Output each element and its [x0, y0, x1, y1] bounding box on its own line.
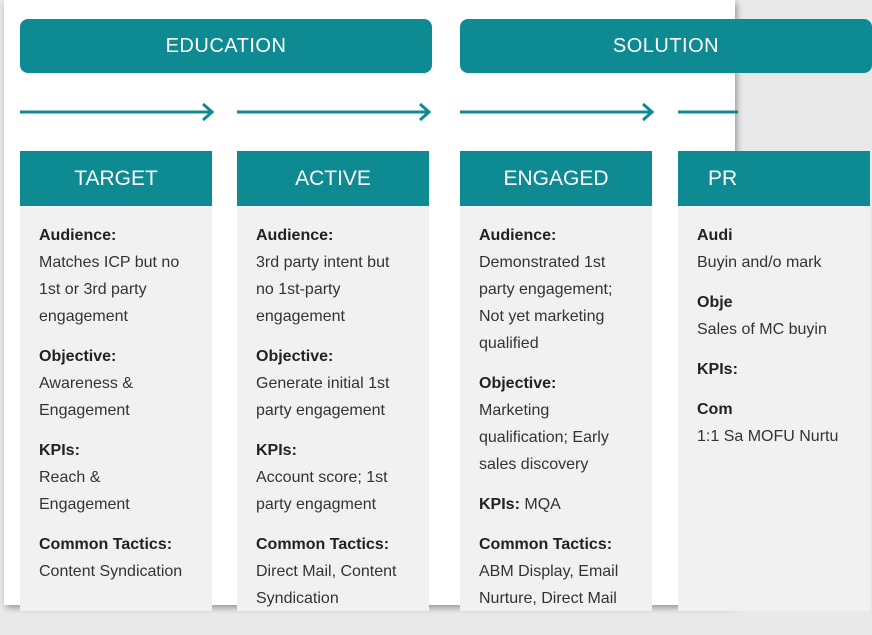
- tactics-text: 1:1 Sa MOFU Nurtu: [697, 428, 839, 445]
- audience-text: 3rd party intent but no 1st-party engagement: [256, 254, 390, 325]
- objective-section: [256, 343, 411, 424]
- audience-section: [479, 222, 634, 357]
- stage-title: PR: [678, 151, 870, 206]
- objective-section: [479, 370, 634, 478]
- audience-section: [256, 222, 411, 330]
- stage-title: ACTIVE: [237, 151, 429, 206]
- tactics-label: Common Tactics:: [256, 536, 390, 553]
- audience-section: [39, 222, 194, 330]
- tactics-section: [39, 531, 194, 585]
- stage-card-partial: [678, 151, 870, 611]
- audience-label: Audi: [697, 227, 733, 244]
- objective-text: Marketing qualification; Early sales discovery: [479, 402, 609, 473]
- audience-label: Audience:: [256, 227, 334, 244]
- diagram-frame: [4, 0, 839, 607]
- audience-text: Matches ICP but no 1st or 3rd party engagement: [39, 254, 180, 325]
- audience-text: Demonstrated 1st party engagement; Not yet marketing qualified: [479, 254, 613, 352]
- kpis-section: [256, 437, 411, 518]
- tactics-label: Common Tactics:: [39, 536, 173, 553]
- stage-card-active: [237, 151, 429, 611]
- kpis-label: KPIs:: [697, 361, 738, 378]
- kpis-label: KPIs:: [256, 442, 297, 459]
- stage-card-engaged: [460, 151, 652, 611]
- phase-label: SOLUTION: [612, 34, 720, 57]
- stage-title: ENGAGED: [460, 151, 652, 206]
- kpis-label: KPIs:: [479, 496, 520, 513]
- arrow-right-icon: [20, 100, 215, 124]
- stage-title: TARGET: [20, 151, 212, 206]
- objective-text: Generate initial 1st party engagement: [256, 375, 390, 419]
- audience-text: Buyin and/o mark: [697, 254, 822, 271]
- tactics-section: [479, 531, 634, 612]
- objective-text: Sales of MC buyin: [697, 321, 827, 338]
- kpis-section: [39, 437, 194, 518]
- audience-label: Audience:: [39, 227, 117, 244]
- kpis-text: Reach & Engagement: [39, 469, 130, 513]
- arrow-right-icon: [678, 100, 738, 124]
- audience-label: Audience:: [479, 227, 557, 244]
- kpis-section: [479, 491, 634, 518]
- phase-label: EDUCATION: [165, 34, 287, 57]
- objective-section: [39, 343, 194, 424]
- stage-card-target: [20, 151, 212, 611]
- audience-section: [697, 222, 852, 276]
- tactics-section: [256, 531, 411, 612]
- objective-label: Objective:: [39, 348, 117, 365]
- objective-text: Awareness & Engagement: [39, 375, 133, 419]
- objective-label: Obje: [697, 294, 733, 311]
- kpis-section: [697, 356, 852, 383]
- tactics-label: Com: [697, 401, 733, 418]
- tactics-text: ABM Display, Email Nurture, Direct Mail: [479, 563, 619, 607]
- kpis-text: MQA: [524, 496, 561, 513]
- arrow-right-icon: [460, 100, 655, 124]
- tactics-text: Content Syndication: [39, 563, 183, 580]
- tactics-section: [697, 396, 852, 450]
- phase-solution-banner: [460, 19, 872, 73]
- kpis-label: KPIs:: [39, 442, 80, 459]
- tactics-text: Direct Mail, Content Syndication: [256, 563, 397, 607]
- objective-section: [697, 289, 852, 343]
- kpis-text: Account score; 1st party engagment: [256, 469, 388, 513]
- objective-label: Objective:: [479, 375, 557, 392]
- arrow-right-icon: [237, 100, 432, 124]
- tactics-label: Common Tactics:: [479, 536, 613, 553]
- objective-label: Objective:: [256, 348, 334, 365]
- phase-education-banner: [20, 19, 432, 73]
